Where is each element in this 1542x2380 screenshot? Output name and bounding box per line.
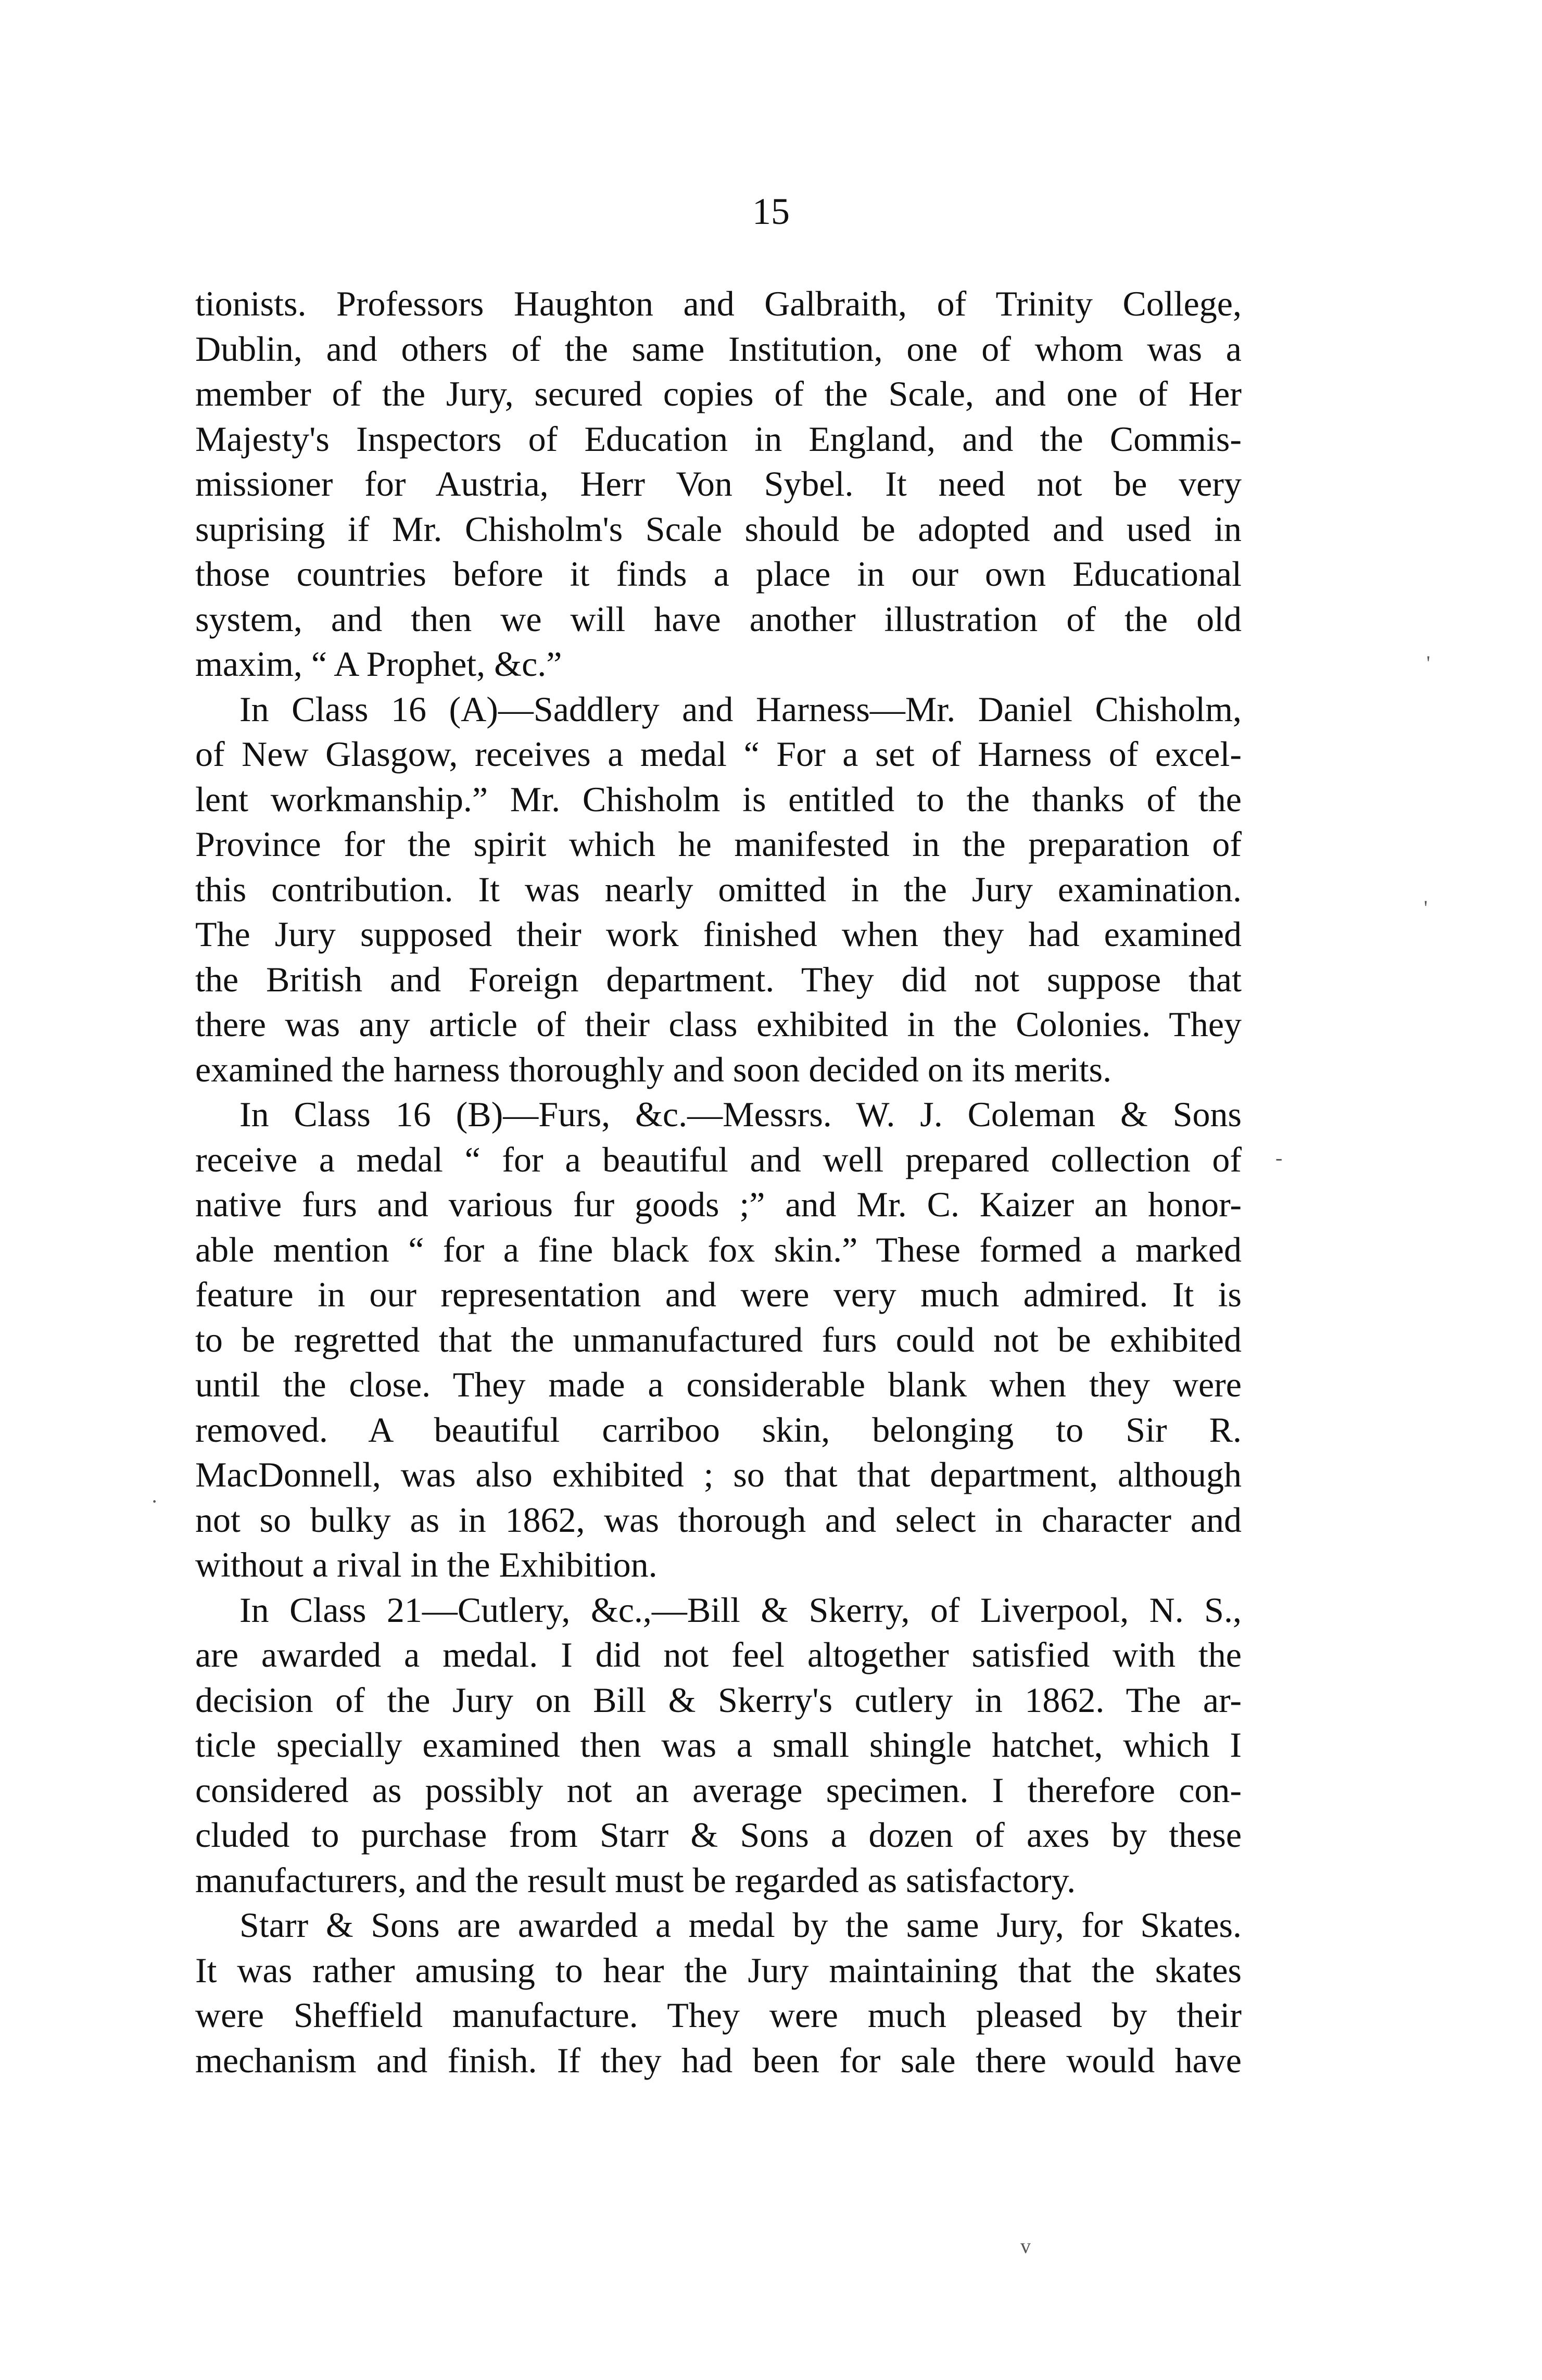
- text-line: there was any article of their class exhibited in the Colonies. They: [195, 1004, 1242, 1044]
- text-line: system, and then we will have another illustration of the old: [195, 599, 1242, 639]
- text-line: native furs and various fur goods ;” and Mr. C. Kaizer an honor-: [195, 1185, 1242, 1224]
- text-line: Starr & Sons are awarded a medal by the same Jury, for Skates.: [239, 1905, 1242, 1945]
- text-line: examined the harness thoroughly and soon decided on its merits.: [195, 1049, 1112, 1089]
- text-line: manufacturers, and the result must be regarded as satisfactory.: [195, 1860, 1076, 1900]
- text-line: In Class 16 (A)—Saddlery and Harness—Mr. Daniel Chisholm,: [239, 689, 1242, 729]
- text-line: Province for the spirit which he manifested in the preparation of: [195, 824, 1242, 864]
- text-line: ticle specially examined then was a small shingle hatchet, which I: [195, 1725, 1242, 1765]
- text-line: tionists. Professors Haughton and Galbraith, of Trinity College,: [195, 284, 1242, 323]
- text-line: The Jury supposed their work finished when they had examined: [195, 914, 1242, 954]
- text-line: considered as possibly not an average specimen. I therefore con-: [195, 1770, 1242, 1810]
- text-line: member of the Jury, secured copies of the Scale, and one of Her: [195, 374, 1242, 413]
- text-line: maxim, “ A Prophet, &c.”: [195, 644, 562, 684]
- text-line: without a rival in the Exhibition.: [195, 1545, 658, 1584]
- text-line: Majesty's Inspectors of Education in England, and the Commis-: [195, 419, 1242, 459]
- text-line: cluded to purchase from Starr & Sons a dozen of axes by these: [195, 1815, 1242, 1855]
- text-line: Dublin, and others of the same Institution, one of whom was a: [195, 329, 1242, 369]
- stray-mark: ': [1424, 896, 1428, 920]
- text-line: those countries before it finds a place in our own Educational: [195, 554, 1242, 594]
- text-line: feature in our representation and were very much admired. It is: [195, 1275, 1242, 1314]
- text-line: are awarded a medal. I did not feel altogether satisfied with the: [195, 1635, 1242, 1674]
- stray-mark: ': [1426, 651, 1431, 675]
- text-line: were Sheffield manufacture. They were much pleased by their: [195, 1995, 1242, 2035]
- stray-mark: -: [1275, 1146, 1283, 1169]
- stray-mark: v: [1020, 2234, 1031, 2258]
- text-line: It was rather amusing to hear the Jury maintaining that the skates: [195, 1950, 1242, 1990]
- text-line: MacDonnell, was also exhibited ; so that that department, although: [195, 1455, 1242, 1494]
- text-line: the British and Foreign department. They did not suppose that: [195, 959, 1242, 999]
- text-line: receive a medal “ for a beautiful and well prepared collection of: [195, 1139, 1242, 1179]
- text-line: removed. A beautiful carriboo skin, belonging to Sir R.: [195, 1409, 1242, 1450]
- text-line: In Class 16 (B)—Furs, &c.—Messrs. W. J. Coleman & Sons: [239, 1094, 1242, 1134]
- text-line: able mention “ for a fine black fox skin.” These formed a marked: [195, 1229, 1242, 1269]
- text-line: until the close. They made a considerable blank when they were: [195, 1365, 1242, 1404]
- stray-mark: ·: [151, 1490, 158, 1513]
- text-line: of New Glasgow, receives a medal “ For a set of Harness of excel-: [195, 734, 1242, 774]
- text-line: mechanism and finish. If they had been for sale there would have: [195, 2040, 1242, 2080]
- text-line: this contribution. It was nearly omitted in the Jury examination.: [195, 869, 1242, 909]
- text-line: not so bulky as in 1862, was thorough and select in character and: [195, 1500, 1242, 1540]
- body-text: [195, 281, 1242, 2083]
- page-number: 15: [752, 191, 790, 232]
- text-line: missioner for Austria, Herr Von Sybel. It need not be very: [195, 464, 1242, 503]
- text-line: lent workmanship.” Mr. Chisholm is entitled to the thanks of the: [195, 779, 1242, 819]
- text-line: decision of the Jury on Bill & Skerry's cutlery in 1862. The ar-: [195, 1680, 1242, 1720]
- text-line: In Class 21—Cutlery, &c.,—Bill & Skerry, of Liverpool, N. S.,: [239, 1590, 1242, 1630]
- text-line: suprising if Mr. Chisholm's Scale should be adopted and used in: [195, 509, 1242, 549]
- text-line: to be regretted that the unmanufactured furs could not be exhibited: [195, 1319, 1242, 1359]
